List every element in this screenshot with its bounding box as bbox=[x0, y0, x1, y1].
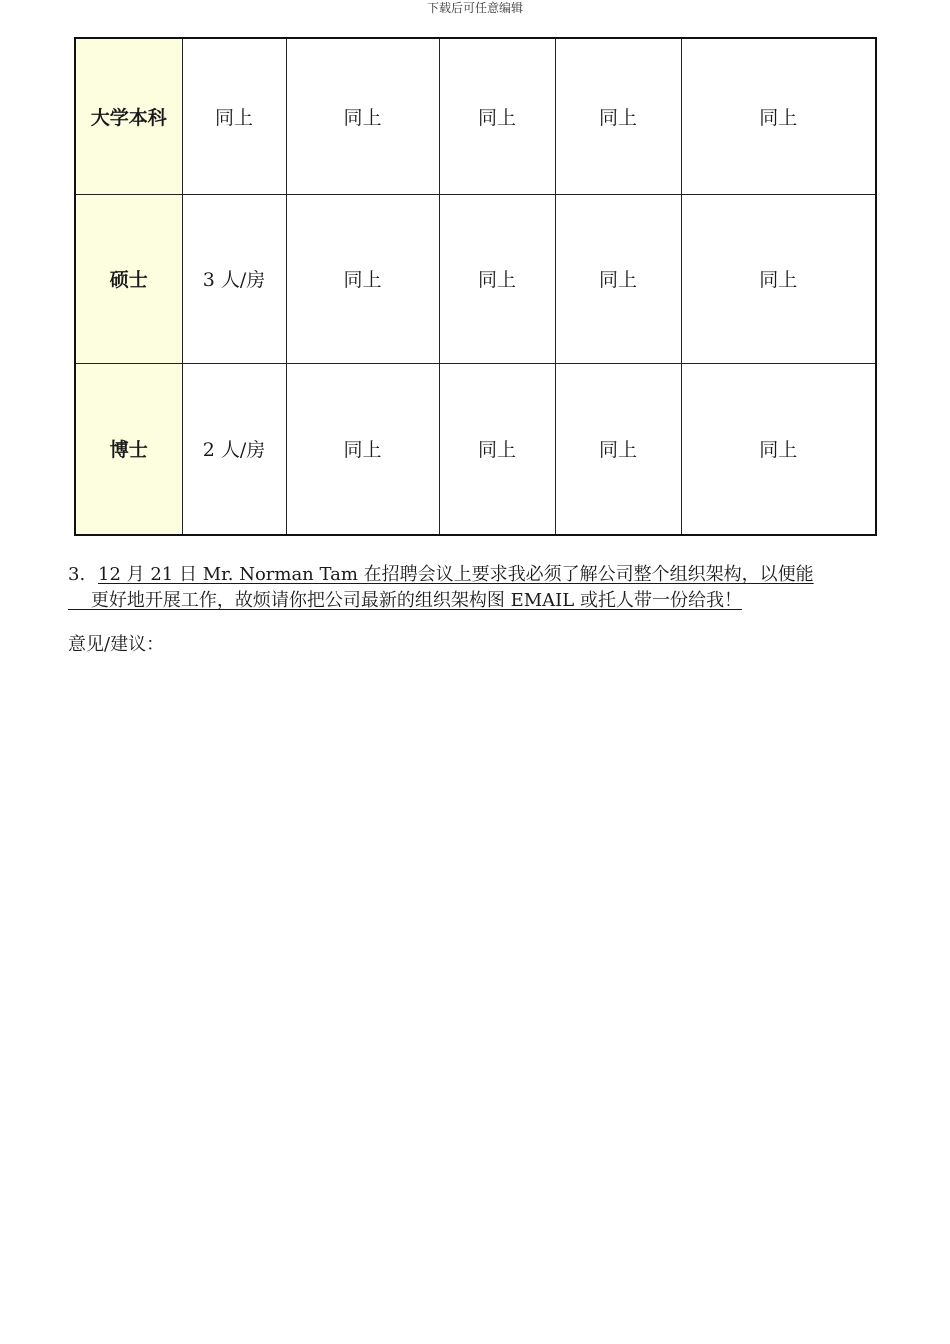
row-level-label: 博士 bbox=[75, 363, 182, 535]
table-cell: 同上 bbox=[681, 38, 876, 194]
table-cell: 同上 bbox=[555, 38, 681, 194]
table-cell: 同上 bbox=[286, 363, 439, 535]
row-level-label: 硕士 bbox=[75, 194, 182, 363]
table-cell: 同上 bbox=[555, 363, 681, 535]
table-cell: 同上 bbox=[681, 363, 876, 535]
paragraph-line-2: 更好地开展工作，故烦请你把公司最新的组织架构图 EMAIL 或托人带一份给我！ bbox=[68, 590, 742, 611]
table-row bbox=[75, 38, 876, 194]
table-cell: 2 人/房 bbox=[182, 363, 286, 535]
table-cell: 同上 bbox=[286, 194, 439, 363]
accommodation-table bbox=[74, 37, 877, 536]
table-cell: 同上 bbox=[286, 38, 439, 194]
advice-label: 意见/建议： bbox=[68, 634, 165, 655]
table-cell: 3 人/房 bbox=[182, 194, 286, 363]
table-cell: 同上 bbox=[182, 38, 286, 194]
row-level-label: 大学本科 bbox=[75, 38, 182, 194]
paragraph-line-1: 12 月 21 日 Mr. Norman Tam 在招聘会议上要求我必须了解公司整个组织架构，以便能 bbox=[98, 564, 814, 585]
table-cell: 同上 bbox=[439, 194, 555, 363]
table-row bbox=[75, 363, 876, 535]
page-header: 下载后可任意编辑 bbox=[426, 1, 523, 15]
table-cell: 同上 bbox=[555, 194, 681, 363]
paragraph-number: 3. bbox=[68, 564, 86, 585]
table-cell: 同上 bbox=[439, 38, 555, 194]
table-cell: 同上 bbox=[439, 363, 555, 535]
table-cell: 同上 bbox=[681, 194, 876, 363]
table-row bbox=[75, 194, 876, 363]
